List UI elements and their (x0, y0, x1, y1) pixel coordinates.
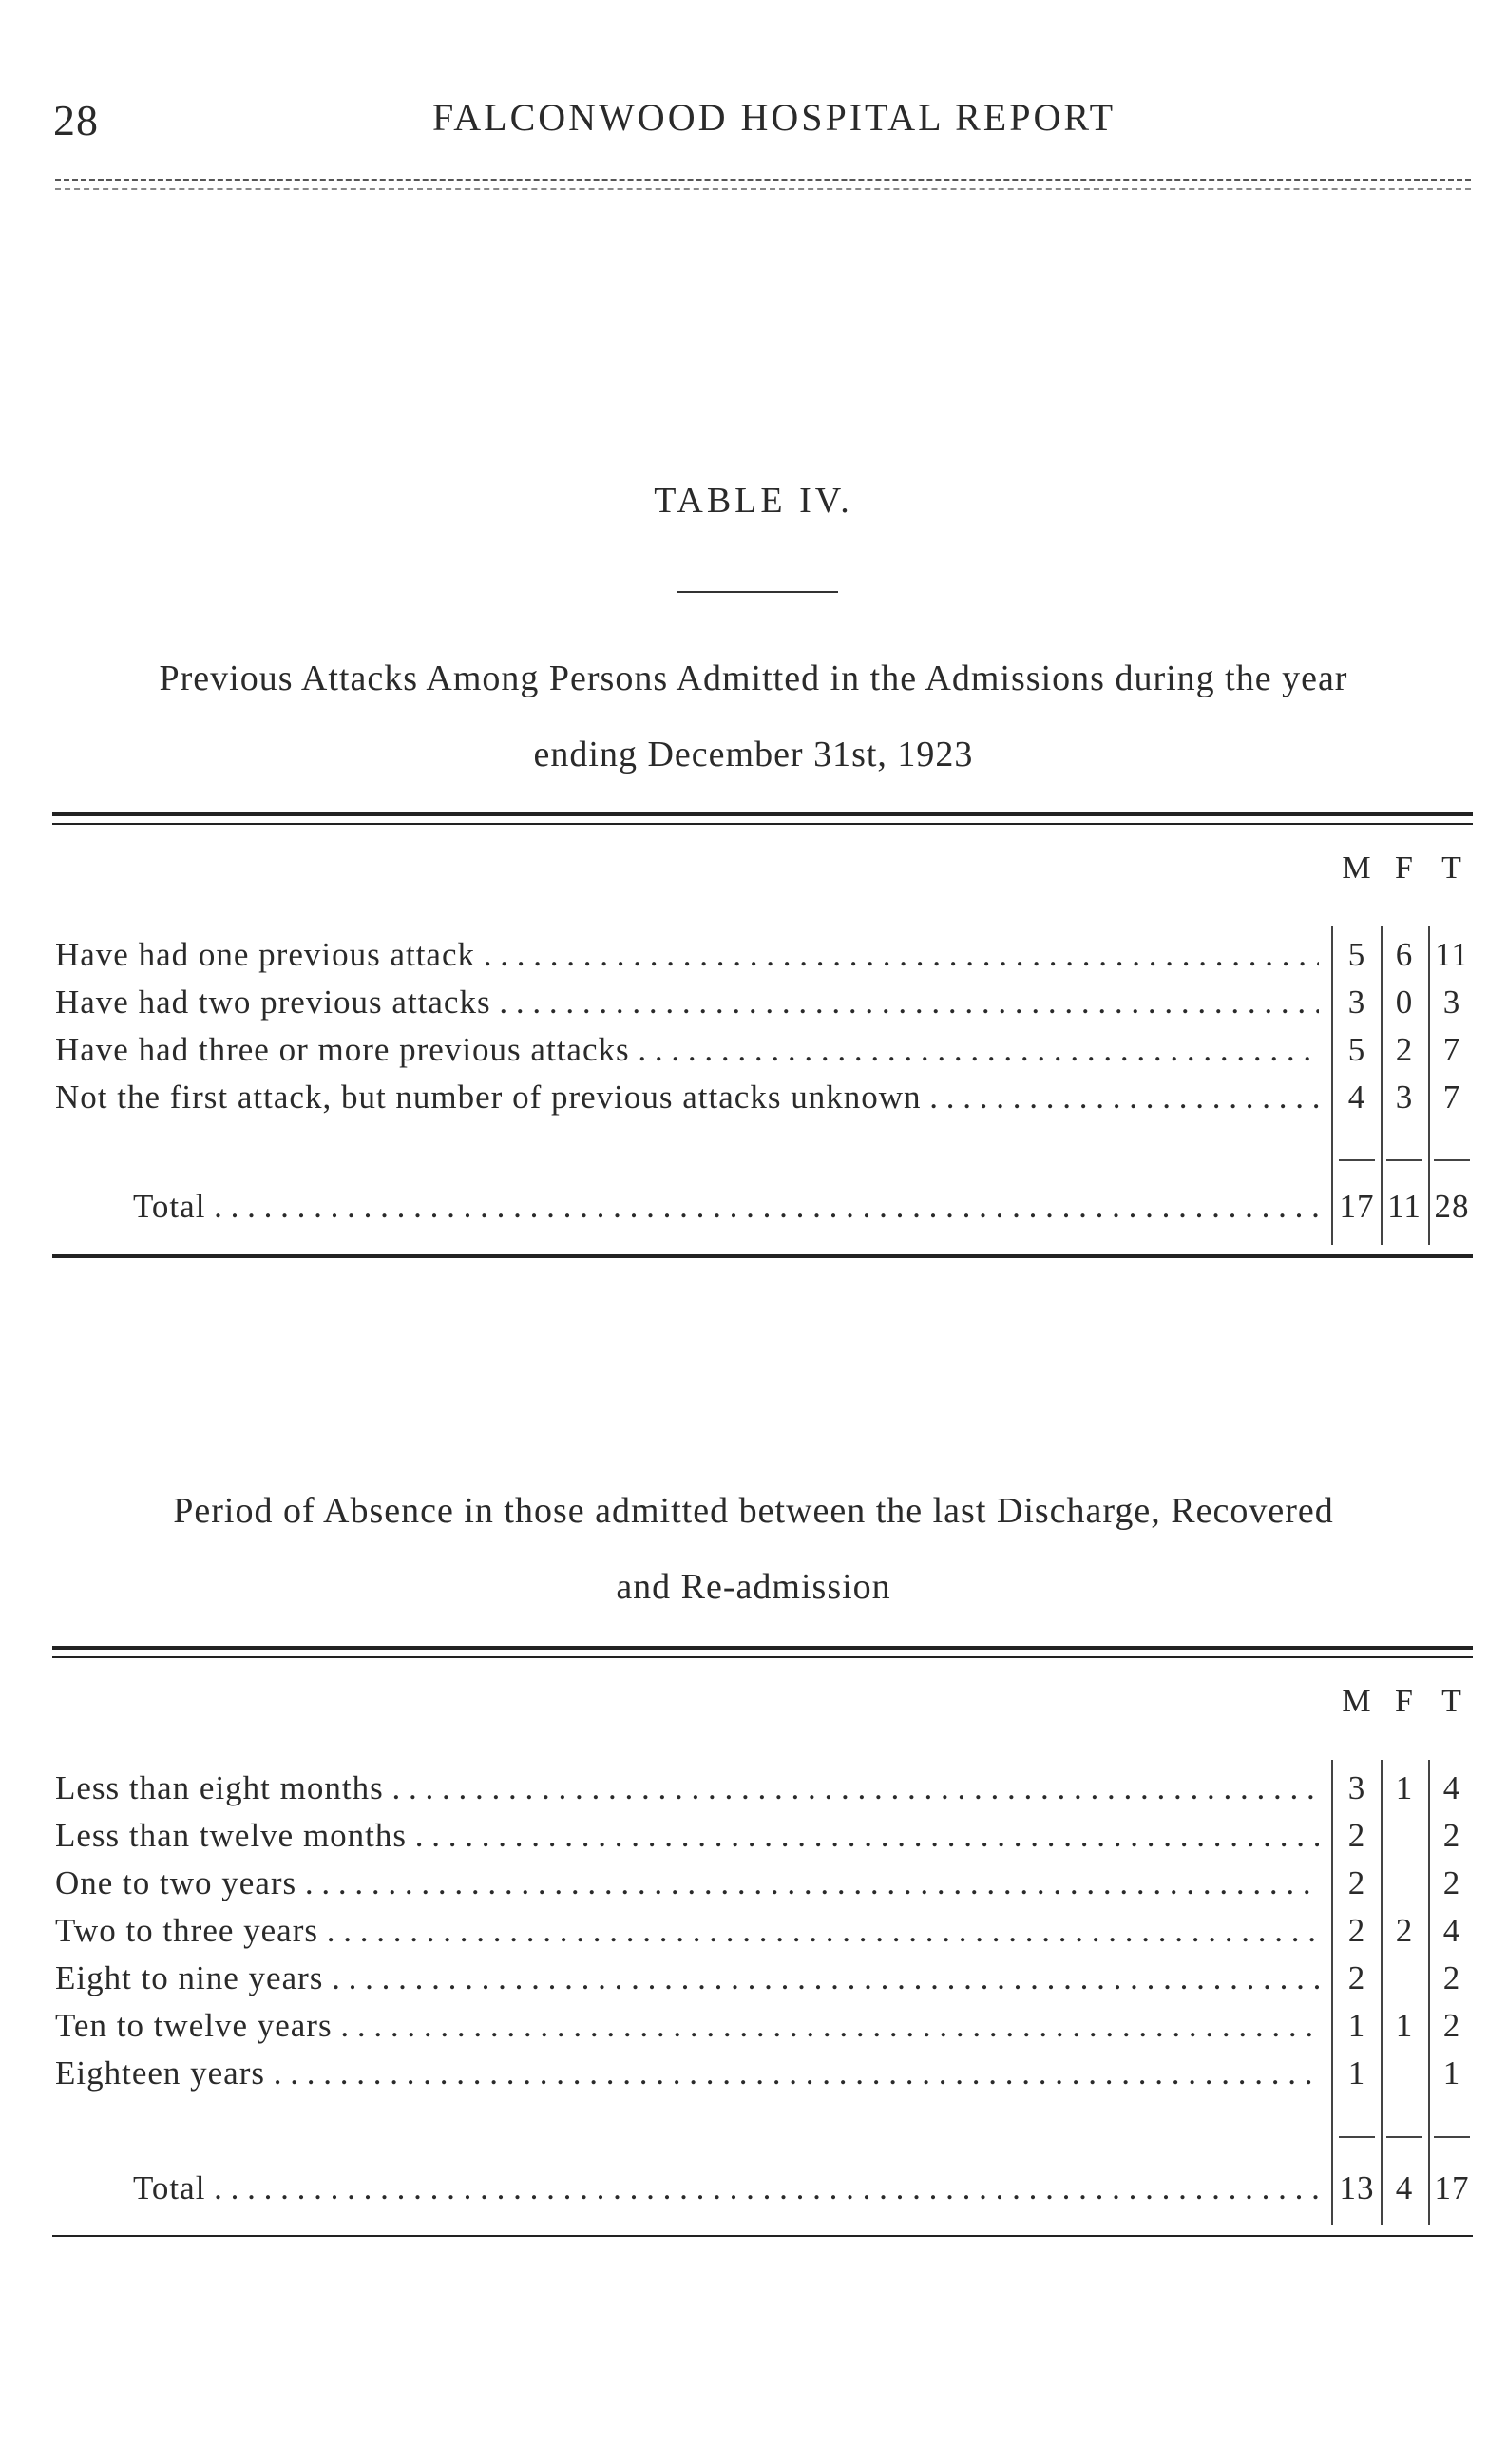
column-divider (1331, 1760, 1333, 2225)
table2-top-rule-thin (52, 1656, 1473, 1658)
subtotal-dash (1339, 2136, 1375, 2138)
subtotal-dash (1434, 2136, 1470, 2138)
cell-f: 1 (1395, 2007, 1414, 2044)
row-label: Less than twelve months . . . (55, 1817, 1319, 1855)
table-row (55, 1079, 1473, 1124)
table2-bottom-rule (52, 2235, 1473, 2237)
title-rule (677, 591, 838, 593)
table-row (55, 1959, 1473, 2005)
table2-total-row (55, 2169, 1473, 2215)
page-number: 28 (53, 96, 99, 144)
table-row (55, 1912, 1473, 1958)
col-f-header: F (1395, 850, 1414, 886)
total-m: 17 (1339, 1188, 1375, 1225)
table-row (55, 1864, 1473, 1910)
table2-top-rule (52, 1646, 1473, 1650)
cell-m: 2 (1347, 1817, 1366, 1854)
cell-f: 2 (1395, 1031, 1414, 1068)
subtotal-dash (1386, 1159, 1422, 1161)
cell-t: 2 (1442, 1959, 1461, 1996)
total-m: 13 (1339, 2169, 1375, 2206)
cell-f: 6 (1395, 936, 1414, 973)
cell-t: 2 (1442, 1817, 1461, 1854)
table1-caption-line2: ending December 31st, 1923 (533, 735, 974, 774)
row-label: Have had one previous attack . . . (55, 936, 1319, 974)
cell-t: 4 (1442, 1912, 1461, 1949)
subtotal-dash (1434, 1159, 1470, 1161)
cell-t: 2 (1442, 2007, 1461, 2044)
cell-f: 3 (1395, 1079, 1414, 1116)
cell-t: 1 (1442, 2054, 1461, 2092)
column-divider (1428, 1760, 1430, 2225)
table-row (55, 1769, 1473, 1815)
total-label: Total . . . (55, 1188, 1319, 1226)
header-rule (55, 179, 1471, 181)
table2-header-row (55, 1684, 1473, 1729)
cell-t: 7 (1442, 1079, 1461, 1116)
running-title: FALCONWOOD HOSPITAL REPORT (432, 96, 1116, 139)
column-divider (1381, 1760, 1383, 2225)
col-m-header: M (1342, 1684, 1372, 1719)
col-f-header: F (1395, 1684, 1414, 1719)
col-t-header: T (1441, 850, 1462, 886)
cell-t: 3 (1442, 984, 1461, 1021)
cell-f: 1 (1395, 1769, 1414, 1806)
subtotal-dash (1386, 2136, 1422, 2138)
cell-t: 4 (1442, 1769, 1461, 1806)
cell-m: 2 (1347, 1912, 1366, 1949)
header-rule-secondary (55, 188, 1471, 190)
row-label: Eight to nine years . . . (55, 1959, 1319, 1997)
total-t: 17 (1434, 2169, 1470, 2206)
table2-caption-line2: and Re-admission (616, 1567, 891, 1607)
cell-m: 5 (1347, 936, 1366, 973)
row-label: Have had two previous attacks . . . (55, 984, 1319, 1022)
column-divider (1381, 926, 1383, 1245)
table1-bottom-rule (52, 1254, 1473, 1258)
total-t: 28 (1434, 1188, 1470, 1225)
cell-m: 1 (1347, 2007, 1366, 2044)
row-label: Not the first attack, but number of previous attacks unknown . . . (55, 1079, 1319, 1117)
cell-t: 11 (1435, 936, 1469, 973)
table-row (55, 2007, 1473, 2053)
row-label: Two to three years . . . (55, 1912, 1319, 1950)
table-row (55, 1031, 1473, 1077)
cell-m: 4 (1347, 1079, 1366, 1116)
cell-t: 2 (1442, 1864, 1461, 1901)
subtotal-dash (1339, 1159, 1375, 1161)
col-m-header: M (1342, 850, 1372, 886)
table1-header-row (55, 850, 1473, 896)
table-row (55, 2054, 1473, 2100)
row-label: Have had three or more previous attacks . . . (55, 1031, 1319, 1069)
cell-m: 3 (1347, 984, 1366, 1021)
table2-caption-line1: Period of Absence in those admitted between the last Discharge, Recovered (173, 1491, 1334, 1531)
cell-m: 2 (1347, 1864, 1366, 1901)
column-divider (1331, 926, 1333, 1245)
cell-m: 2 (1347, 1959, 1366, 1996)
col-t-header: T (1441, 1684, 1462, 1719)
table1-total-row (55, 1188, 1473, 1233)
cell-f: 2 (1395, 1912, 1414, 1949)
total-f: 11 (1387, 1188, 1421, 1225)
table1-top-rule (52, 812, 1473, 816)
table-row (55, 936, 1473, 982)
cell-f: 0 (1395, 984, 1414, 1021)
column-divider (1428, 926, 1430, 1245)
cell-t: 7 (1442, 1031, 1461, 1068)
table-row (55, 984, 1473, 1029)
total-label: Total . . . (55, 2169, 1319, 2207)
table1-caption-line1: Previous Attacks Among Persons Admitted in the Admissions during the year (159, 659, 1348, 698)
total-f: 4 (1395, 2169, 1414, 2206)
cell-m: 5 (1347, 1031, 1366, 1068)
row-label: Eighteen years . . . (55, 2054, 1319, 2092)
row-label: One to two years . . . (55, 1864, 1319, 1902)
row-label: Less than eight months . . . (55, 1769, 1319, 1807)
row-label: Ten to twelve years . . . (55, 2007, 1319, 2045)
table-title: TABLE IV. (654, 481, 853, 521)
cell-m: 3 (1347, 1769, 1366, 1806)
cell-m: 1 (1347, 2054, 1366, 2092)
table-row (55, 1817, 1473, 1862)
table1-top-rule-thin (52, 823, 1473, 825)
